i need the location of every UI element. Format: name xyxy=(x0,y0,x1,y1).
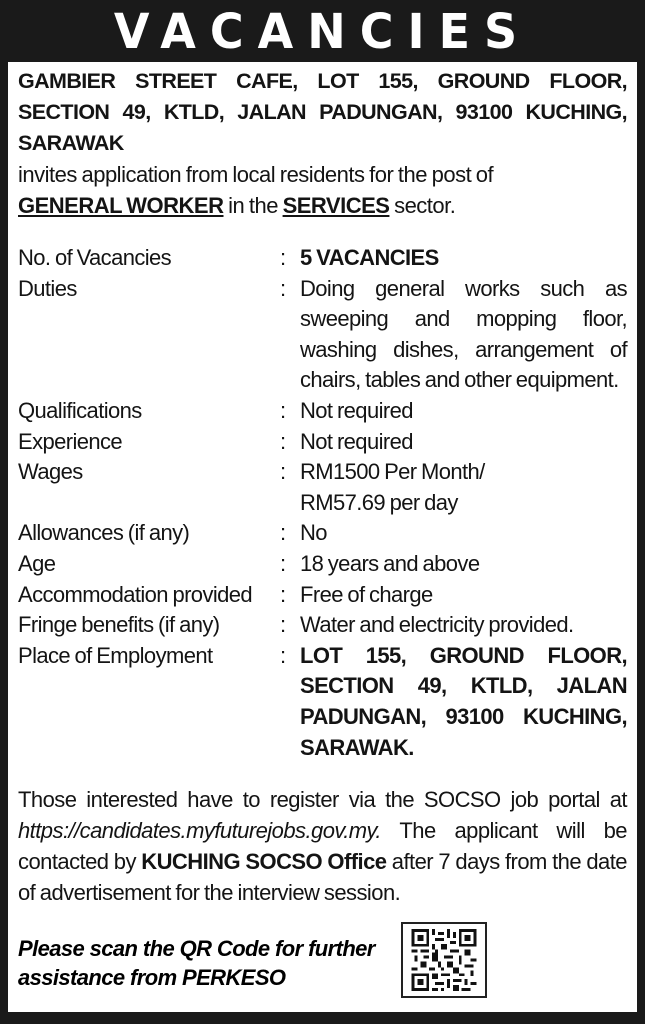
detail-row-accommodation xyxy=(18,580,627,611)
detail-value: 18 years and above xyxy=(300,550,480,576)
detail-label: Place of Employment xyxy=(18,642,213,668)
detail-value: Water and electricity provided. xyxy=(300,612,574,638)
wages-monthly: RM1500 Per Month/ xyxy=(300,459,485,485)
detail-row-place-of-employment xyxy=(18,641,627,763)
detail-separator: : xyxy=(280,428,286,454)
detail-value: 5 VACANCIES xyxy=(300,245,439,270)
qr-section xyxy=(18,922,627,1002)
detail-separator: : xyxy=(280,245,286,270)
intro-middle-text: in the xyxy=(228,193,278,218)
detail-label: Qualifications xyxy=(18,397,142,423)
detail-row-allowances xyxy=(18,518,627,549)
sector-name: SERVICES xyxy=(282,193,390,218)
qr-caption-line1: Please scan the QR Code for further xyxy=(18,936,375,961)
detail-label: Wages xyxy=(18,459,83,485)
detail-row-age xyxy=(18,549,627,580)
footer-text-middle: The applicant will be contacted by xyxy=(18,818,627,875)
qr-code-icon xyxy=(411,929,477,991)
intro-text: invites application from local residents for the post of xyxy=(18,162,494,187)
detail-value xyxy=(300,457,627,518)
detail-value: Not required xyxy=(300,397,413,423)
detail-label: Allowances (if any) xyxy=(18,520,190,546)
detail-separator: : xyxy=(280,459,286,485)
detail-separator: : xyxy=(280,581,286,607)
application-instructions xyxy=(18,784,627,908)
detail-row-fringe-benefits xyxy=(18,610,627,641)
detail-row-qualifications xyxy=(18,396,627,427)
detail-separator: : xyxy=(280,275,286,301)
wages-daily: RM57.69 per day xyxy=(300,489,458,515)
detail-label: Duties xyxy=(18,275,77,301)
detail-value: Free of charge xyxy=(300,581,433,607)
detail-label: Fringe benefits (if any) xyxy=(18,612,220,638)
detail-row-duties xyxy=(18,274,627,396)
detail-separator: : xyxy=(280,612,286,638)
qr-caption xyxy=(18,934,388,992)
intro-end-text: sector. xyxy=(394,193,456,218)
detail-value: Not required xyxy=(300,428,413,454)
detail-row-vacancies xyxy=(18,243,627,274)
detail-value: LOT 155, GROUND FLOOR, SECTION 49, KTLD, JALAN PADUNGAN, 93100 KUCHING, SARAWAK. xyxy=(300,642,627,760)
title-bar xyxy=(0,0,645,62)
detail-label: Experience xyxy=(18,428,123,454)
content-panel xyxy=(8,62,637,1012)
detail-separator: : xyxy=(280,520,286,546)
detail-value: Doing general works such as sweeping and mopping floor, washing dishes, arrangement of chairs, tables and other equipment. xyxy=(300,275,627,393)
details-table xyxy=(18,243,627,763)
qr-code-frame[interactable] xyxy=(401,922,487,998)
post-title: GENERAL WORKER xyxy=(18,193,224,218)
footer-text-after: after 7 days from the date of advertisement for the interview session. xyxy=(18,849,627,906)
qr-caption-line2: assistance from PERKESO xyxy=(18,965,286,990)
detail-label: No. of Vacancies xyxy=(18,245,172,270)
footer-text-before: Those interested have to register via the SOCSO job portal at xyxy=(18,787,627,813)
detail-row-experience xyxy=(18,427,627,458)
detail-value: No xyxy=(300,520,327,546)
company-name-address: GAMBIER STREET CAFE, LOT 155, GROUND FLOOR, SECTION 49, KTLD, JALAN PADUNGAN, 93100 KUCHING, SARAWAK xyxy=(18,69,627,155)
detail-label: Accommodation provided xyxy=(18,581,253,607)
detail-row-wages xyxy=(18,457,627,518)
detail-separator: : xyxy=(280,397,286,423)
detail-separator: : xyxy=(280,642,286,668)
detail-separator: : xyxy=(280,550,286,576)
detail-label: Age xyxy=(18,550,56,576)
portal-url[interactable]: https://candidates.myfuturejobs.gov.my. xyxy=(18,818,381,844)
intro-post-line xyxy=(18,190,627,221)
page-title: VACANCIES xyxy=(113,2,532,60)
socso-office: KUCHING SOCSO Office xyxy=(141,849,387,875)
